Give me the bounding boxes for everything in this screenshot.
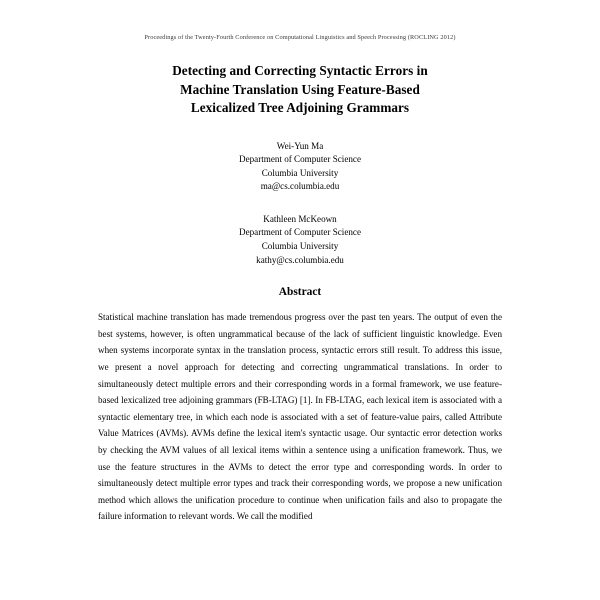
author-department: Department of Computer Science [239,154,361,165]
paper-title [98,62,502,118]
proceedings-header: Proceedings of the Twenty-Fourth Conference on Computational Linguistics and Speech Processing (ROCLING 2012) [144,34,456,41]
author-name: Kathleen McKeown [263,213,337,224]
title-line-3: Lexicalized Tree Adjoining Grammars [190,100,410,115]
title-line-2: Machine Translation Using Feature-Based [180,81,420,97]
author-institution: Columbia University [261,167,339,178]
author-name: Wei-Yun Ma [276,140,324,151]
title-line-1: Detecting and Correcting Syntactic Errors in [172,63,428,78]
author-entry [98,213,502,267]
author-entry [98,140,502,194]
author-email: kathy@cs.columbia.edu [256,254,344,265]
abstract-heading: Abstract [278,286,322,299]
author-institution: Columbia University [261,241,339,252]
author-department: Department of Computer Science [239,227,361,238]
author-email: ma@cs.columbia.edu [260,181,340,192]
author-block [98,140,502,268]
abstract-text: Statistical machine translation has made tremendous progress over the past ten years. The output of even the best systems, however, is often ungrammatical because of the lack of sufficient linguistic knowledge. Even when systems incorporate syntax in the translation process, syntactic errors still result. To address this issue, we present a novel approach for detecting and correcting ungrammatical translations. In order to simultaneously detect multiple errors and their corresponding words in a formal framework, we use feature-based lexicalized tree adjoining grammars (FB-LTAG) [1]. In FB-LTAG, each lexical item is associated with a syntactic elementary tree, in which each node is associated with a set of feature-value pairs, called Attribute Value Matrices (AVMs). AVMs define the lexical item's syntactic usage. Our syntactic error detection works by checking the AVM values of all lexical items within a sentence using a unification framework. Thus, we use the feature structures in the AVMs to detect the error type and corresponding words. In order to simultaneously detect multiple error types and track their corresponding words, we propose a new unification method which allows the unification procedure to continue when unification fails and also to propagate the failure information to relevant words. We call the modified [98,312,502,522]
